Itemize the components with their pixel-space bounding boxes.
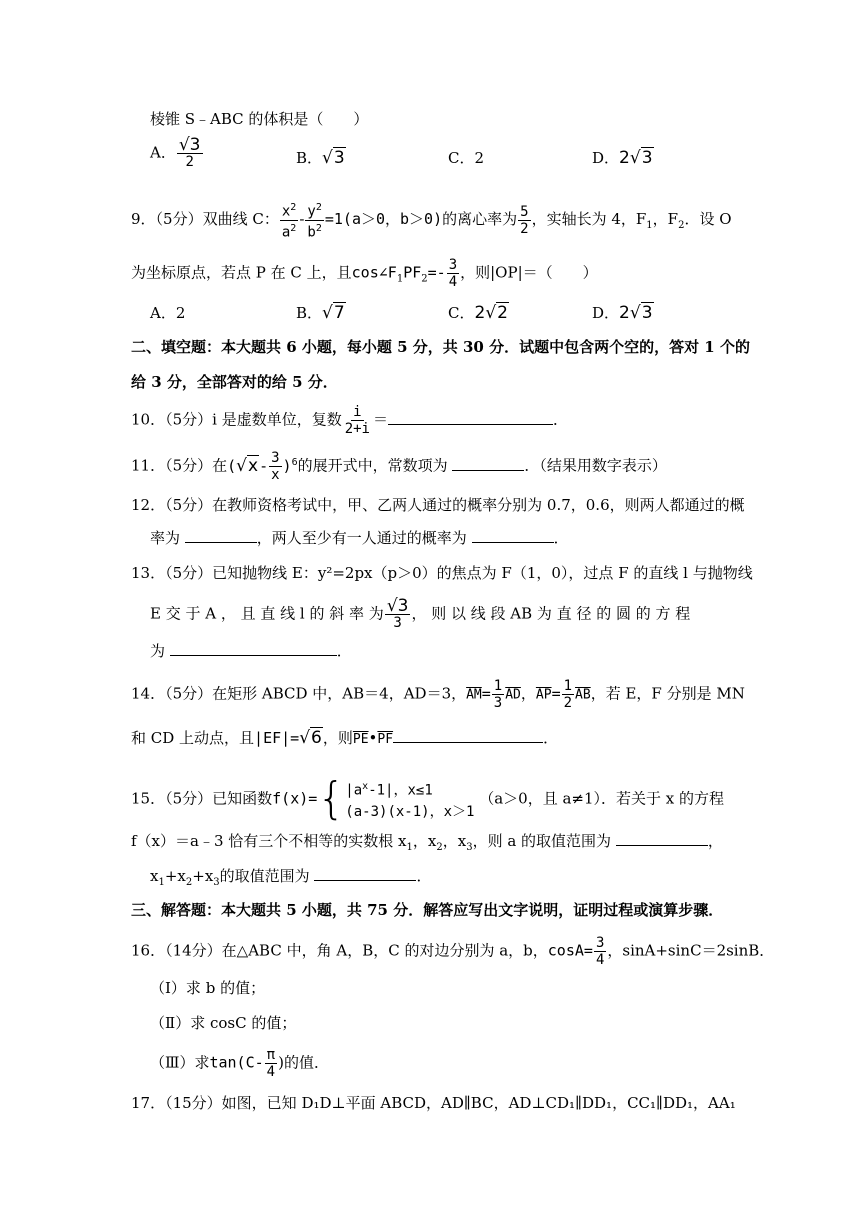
q15-line3: $x_1+x_2+x_3$的取值范围为 ． [150,867,432,888]
q9-option-b: B．√7 [296,303,345,323]
q14-line1: 14．（5分）在矩形 ABCD 中，AB＝4，AD＝3，$\overline{AM}=$ $\frac{1}{3}$ $\overline{AD}$，$\overline{AP}=$ $\frac{1}{2}$ $\overline{AB}$，若 E，F 分别是 MN [131,678,745,711]
q8-option-c: C．2 [448,149,485,167]
q10-blank [388,410,553,425]
q9-stem-line2: 为坐标原点，若点 P 在 C 上，且$\cos\angle F_1PF_2=-$ $\frac{3}{4}$ ，则|OP|＝（ ） [131,257,598,290]
section-3-heading: 三、解答题：本大题共 5 小题，共 75 分．解答应写出文字说明，证明过程或演算步骤． [131,901,724,919]
q16-part-2: （Ⅱ）求 cosC 的值； [150,1014,297,1032]
q9-option-d: D．2√3 [592,303,653,323]
section-2-heading-cont: 给 3 分，全部答对的给 5 分． [131,373,338,391]
q13-line2: E 交 于 A ， 且 直 线 l 的 斜 率 为 $\frac{√3}{3}$ ， 则 以 线 段 AB 为 直 径 的 圆 的 方 程 [150,596,691,631]
q16-part-1: （Ⅰ）求 b 的值； [150,979,266,997]
q13-line1: 13．（5分）已知抛物线 E：y²=2px（p＞0）的焦点为 F（1，0），过点 F 的直线 l 与抛物线 [131,564,753,582]
q9-option-a: A．2 [150,304,186,322]
q8-option-b: B．√3 [296,148,345,168]
q15-blank-1 [616,831,708,846]
q12-line2: 率为 ，两人至少有一人通过的概率为 ． [150,529,569,547]
q13-blank [170,641,337,656]
q12-line1: 12．（5分）在教师资格考试中，甲、乙两人通过的概率分别为 0.7，0.6，则两人都通过的概 [131,496,745,514]
q9-option-c: C．2√2 [448,303,508,323]
q14-line2: 和 CD 上动点，且|EF|=√6，则$\overline{PE}•\overline{PF}$ ． [131,728,559,748]
q16-part-3: （Ⅲ）求tan(C- $\frac{\pi}{4}$ )的值． [150,1047,329,1080]
q10: 10．（5分）i 是虚数单位，复数 $\frac{i}{2+i}$ ＝ ． [131,404,569,437]
q13-line3: 为 ． [150,642,352,660]
q15-blank-2 [314,866,416,881]
q12-blank-1 [185,528,257,543]
q11: 11．（5分）在(√x- $\frac{3}{x}$ )$^6$的展开式中，常数项为 ．（结果用数字表示） [131,450,667,483]
q17-stem: 17．（15分）如图，已知 D₁D⊥平面 ABCD，AD∥BC，AD⊥CD₁∥DD₁，CC₁∥DD₁，AA₁ [131,1094,736,1112]
q8-option-a: A． $\frac{√3}{2}$ [150,135,201,170]
q8-option-d: D．2√3 [592,148,653,168]
section-2-heading: 二、填空题：本大题共 6 小题，每小题 5 分，共 30 分．试题中包含两个空的，答对 1 个的 [131,338,750,356]
q14-blank [393,728,543,743]
q8-stem-tail: 棱锥 S﹣ABC 的体积是（ ） [150,110,369,128]
q16-stem: 16．（14分）在△ABC 中，角 A，B，C 的对边分别为 a，b，cosA= $\frac{3}{4}$ ，sinA+sinC＝2sinB． [131,935,775,968]
q11-blank [452,456,524,471]
q12-blank-2 [472,528,554,543]
q15-line2: f（x）＝a﹣3 恰有三个不相等的实数根 $x_1$，$x_2$，$x_3$，则 a 的取值范围为 ， [131,832,723,853]
q9-stem-line1: 9．（5分）双曲线 C： $\frac{x^2}{a^2}$ - $\frac{y^2}{b^2}$ =1(a＞0，b＞0)的离心率为 $\frac{5}{2}$ ，实轴长为 4，$F_1$，$F_2$．设 O [131,202,732,241]
q15-line1: 15．（5分）已知函数f(x)= { $|a^x-1|$，x≤1 (a-3)(x-1)，x＞1 （a＞0，且 a≠1）．若关于 x 的方程 [131,773,725,825]
